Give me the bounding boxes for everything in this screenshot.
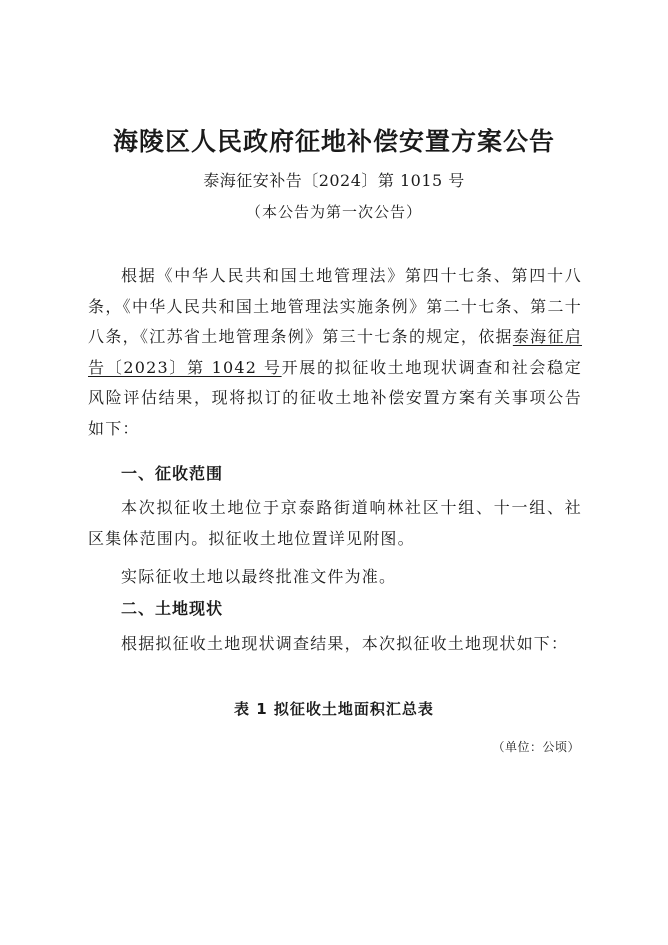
scope-paragraph-final: 实际征收土地以最终批准文件为准。 <box>121 567 397 586</box>
announcement-note: （本公告为第一次公告） <box>245 203 422 221</box>
land-status-paragraph: 根据拟征收土地现状调查结果，本次拟征收土地现状如下： <box>121 634 569 653</box>
section-heading-land-status: 二、土地现状 <box>121 599 224 618</box>
scope-paragraph-location: 本次拟征收土地位于京泰路街道响林社区十组、十一组、社区集体范围内。拟征收土地位置详见附图。 <box>88 498 582 548</box>
document-title: 海陵区人民政府征地补偿安置方案公告 <box>112 127 555 156</box>
intro-text-part2: 开展的拟征收土地现状调查和社会稳定风险评估结果，现将拟订的征收土地补偿安置方案有关事项公告如下： <box>88 357 582 438</box>
document-number: 泰海征安补告〔2024〕第 1015 号 <box>203 171 465 190</box>
intro-text-part1: 根据《中华人民共和国土地管理法》第四十七条、第四十八条，《中华人民共和国土地管理法实施条例》第二十七条、第二十八条，《江苏省土地管理条例》第三十七条的规定，依据 <box>88 266 582 347</box>
reference-document-link: 泰海征启告〔2023〕第 1042 号 <box>88 327 582 377</box>
table-unit: （单位：公顷） <box>492 740 580 754</box>
table-title: 表 1 拟征收土地面积汇总表 <box>234 700 434 718</box>
intro-paragraph <box>88 261 582 445</box>
section-heading-scope: 一、征收范围 <box>121 464 224 483</box>
